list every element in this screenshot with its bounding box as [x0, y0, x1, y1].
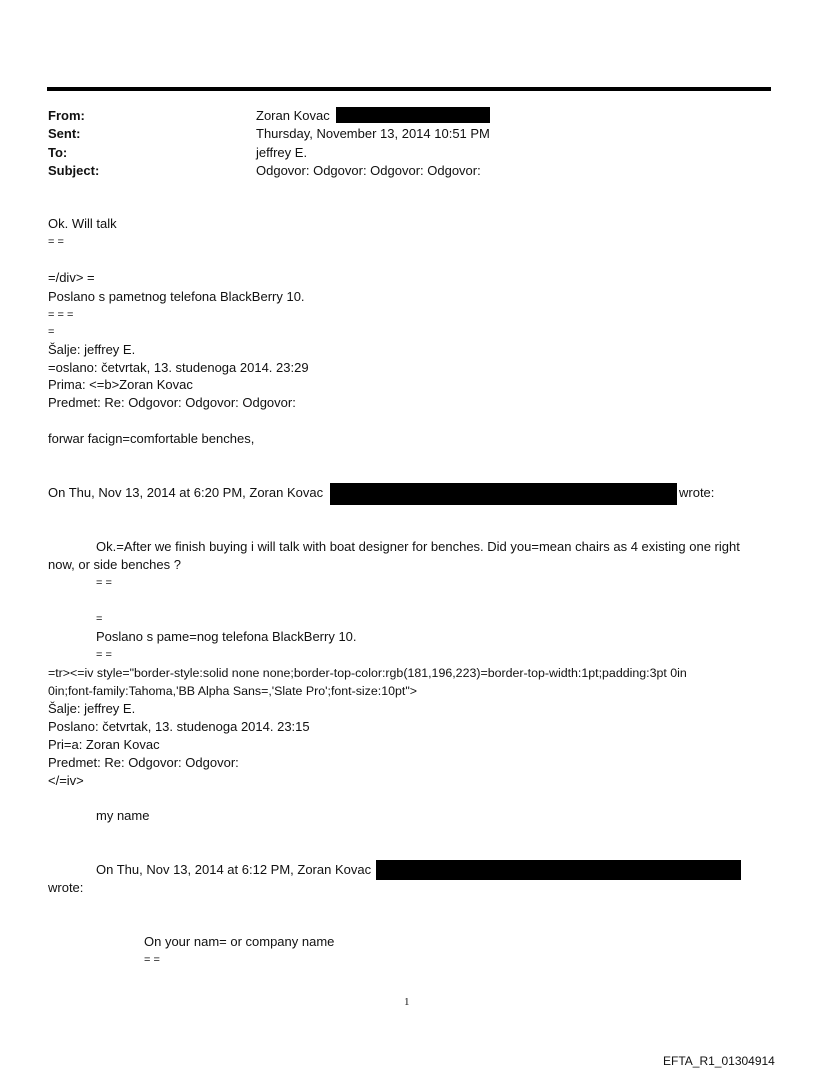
body-line: now, or side benches ?	[48, 557, 181, 572]
sent-value: Thursday, November 13, 2014 10:51 PM	[256, 126, 490, 141]
body-line: =	[96, 613, 103, 625]
body-line: On Thu, Nov 13, 2014 at 6:12 PM, Zoran Kovac	[96, 862, 372, 877]
body-line: Poslano s pametnog telefona BlackBerry 10.	[48, 289, 305, 304]
body-line: Poslano s pame=nog telefona BlackBerry 10.	[96, 629, 357, 644]
page-number: 1	[404, 996, 410, 1008]
body-line: = =	[48, 236, 64, 248]
body-line: =	[48, 326, 55, 338]
body-line: 0in;font-family:Tahoma,'BB Alpha Sans=,'Slate Pro';font-size:10pt">	[48, 684, 417, 698]
to-label: To:	[48, 145, 68, 160]
body-line: Ok.=After we finish buying i will talk with boat designer for benches. Did you=mean chairs as 4 existing one right	[96, 539, 740, 554]
body-line: = =	[96, 649, 112, 661]
redaction-box	[330, 483, 677, 505]
sent-label: Sent:	[48, 126, 81, 141]
subject-label: Subject:	[48, 163, 100, 178]
body-line: = =	[96, 577, 112, 589]
subject-value: Odgovor: Odgovor: Odgovor: Odgovor:	[256, 163, 481, 178]
body-line: </=iv>	[48, 773, 84, 788]
from-label: From:	[48, 108, 85, 123]
body-line: =/div> =	[48, 270, 95, 285]
body-line: wrote:	[48, 880, 84, 895]
body-line: = =	[144, 954, 160, 966]
body-line: Poslano: četvrtak, 13. studenoga 2014. 23:15	[48, 719, 310, 734]
redaction-box	[336, 107, 490, 123]
body-line: =tr><=iv style="border-style:solid none none;border-top-color:rgb(181,196,223)=border-top-width:1pt;padding:3pt 0in	[48, 666, 687, 680]
body-line: Šalje: jeffrey E.	[48, 701, 136, 716]
body-line: forwar facign=comfortable benches,	[48, 431, 255, 446]
document-id-footer: EFTA_R1_01304914	[663, 1054, 775, 1068]
body-line: Pri=a: Zoran Kovac	[48, 737, 160, 752]
body-line: wrote:	[679, 485, 715, 500]
body-line: Predmet: Re: Odgovor: Odgovor: Odgovor:	[48, 395, 296, 410]
body-line: =oslano: četvrtak, 13. studenoga 2014. 23:29	[48, 360, 309, 375]
to-value: jeffrey E.	[256, 145, 308, 160]
body-line: my name	[96, 808, 150, 823]
from-value: Zoran Kovac	[256, 108, 330, 123]
header-rule	[47, 87, 771, 91]
body-line: Ok. Will talk	[48, 216, 117, 231]
body-line: Šalje: jeffrey E.	[48, 342, 136, 357]
body-line: Predmet: Re: Odgovor: Odgovor:	[48, 755, 239, 770]
body-line: = = =	[48, 309, 74, 321]
body-line: Prima: <=b>Zoran Kovac	[48, 377, 193, 392]
redaction-box	[376, 860, 741, 880]
body-line: On your nam= or company name	[144, 934, 335, 949]
body-line: On Thu, Nov 13, 2014 at 6:20 PM, Zoran Kovac	[48, 485, 324, 500]
